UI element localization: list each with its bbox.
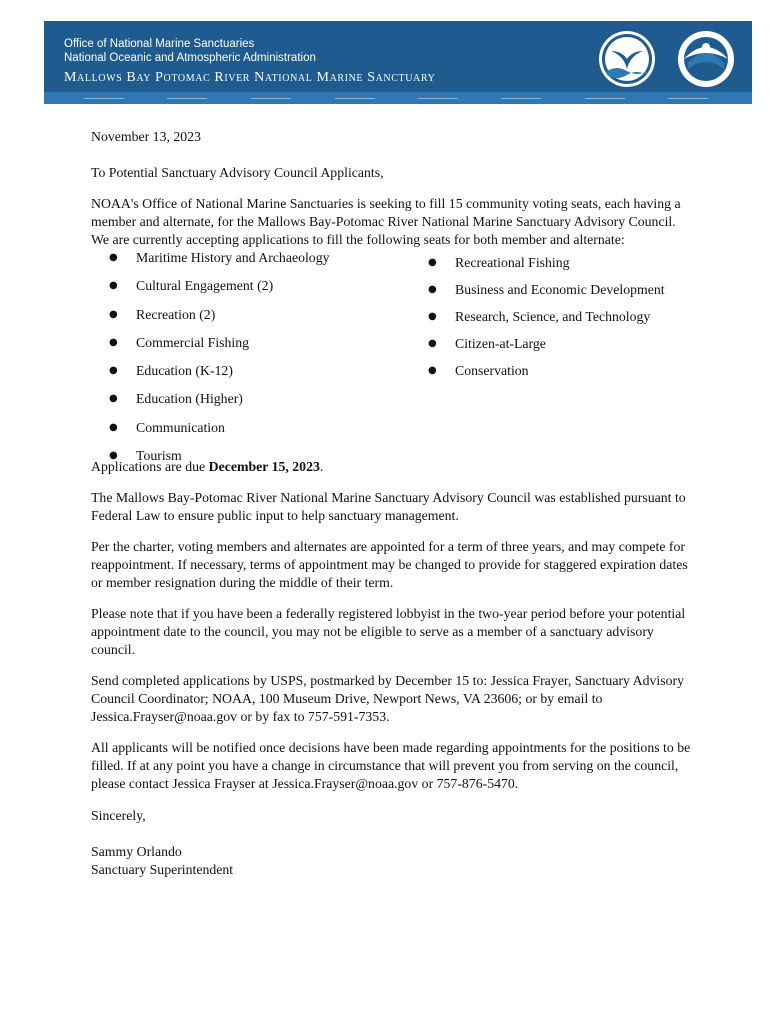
- submission-paragraph: Send completed applications by USPS, postmarked by December 15 to: Jessica Frayer, Sanctuary Advisory Council Coordinator; NOAA, 100 Museum Drive, Newport News, VA 23606; or by email to Jessica.Frayser@noaa.gov or by fax to 757-591-7353.: [91, 673, 684, 724]
- letter-date: November 13, 2023: [91, 129, 201, 144]
- banner-dash-row: [44, 98, 752, 100]
- sanctuary-title: Mallows Bay Potomac River National Marine Sanctuary: [64, 70, 436, 85]
- closing: Sincerely,: [91, 808, 146, 823]
- due-prefix: Applications are due: [91, 459, 209, 474]
- due-suffix: .: [319, 459, 324, 474]
- seat-item: ● Recreational Fishing: [428, 249, 688, 276]
- seat-item: ● Maritime History and Archaeology: [109, 249, 330, 277]
- sanctuaries-whale-tail-logo: [597, 29, 657, 89]
- council-establishment-paragraph: The Mallows Bay-Potomac River National Marine Sanctuary Advisory Council was established pursuant to Federal Law to ensure public input to help sanctuary management.: [91, 490, 686, 523]
- seat-list-right-column: [428, 249, 688, 384]
- office-name: Office of National Marine Sanctuaries: [64, 38, 255, 50]
- letter-body: [91, 128, 691, 879]
- seat-item: ● Business and Economic Development: [428, 276, 688, 303]
- seat-list-left-column: [109, 249, 330, 475]
- seat-item: ● Citizen-at-Large: [428, 330, 688, 357]
- lobbyist-paragraph: Please note that if you have been a federally registered lobbyist in the two-year period before your potential appointment date to the council, you may not be eligible to serve as a member of a sanctuary advisory council.: [91, 606, 686, 657]
- seat-item: ● Education (K-12): [109, 362, 330, 390]
- seat-item: ● Conservation: [428, 357, 688, 384]
- salutation: To Potential Sanctuary Advisory Council Applicants,: [91, 165, 384, 180]
- seat-item: ● Communication: [109, 419, 330, 447]
- seat-item: ● Education (Higher): [109, 390, 330, 418]
- signer-title: Sanctuary Superintendent: [91, 862, 234, 877]
- seat-item: ● Tourism: [109, 447, 330, 475]
- seat-item: ● Cultural Engagement (2): [109, 277, 330, 305]
- agency-name: National Oceanic and Atmospheric Administration: [64, 52, 316, 64]
- signer-name: Sammy Orlando: [91, 844, 182, 859]
- intro-paragraph: NOAA's Office of National Marine Sanctuaries is seeking to fill 15 community voting seats, each having a member and alternate, for the Mallows Bay-Potomac River National Marine Sanctuary Advisory Council. We are currently accepting applications to fill the following seats for both member and alternate:: [91, 196, 681, 247]
- seat-item: ● Research, Science, and Technology: [428, 303, 688, 330]
- letterhead-banner: [44, 21, 752, 104]
- seat-item: ● Recreation (2): [109, 306, 330, 334]
- seat-item: ● Commercial Fishing: [109, 334, 330, 362]
- notification-paragraph: All applicants will be notified once decisions have been made regarding appointments for the positions to be filled. If at any point you have a change in circumstance that will prevent you from serving on the council, please contact Jessica Frayser at Jessica.Frayser@noaa.gov or 757-876-5470.: [91, 740, 691, 791]
- due-date: December 15, 2023: [208, 459, 320, 474]
- term-paragraph: Per the charter, voting members and alternates are appointed for a term of three years, and may compete for reappointment. If necessary, terms of appointment may be changed to provide for staggered expiration dates or member resignation during the middle of their term.: [91, 539, 688, 590]
- seat-list: [91, 249, 691, 464]
- noaa-logo: [676, 29, 736, 89]
